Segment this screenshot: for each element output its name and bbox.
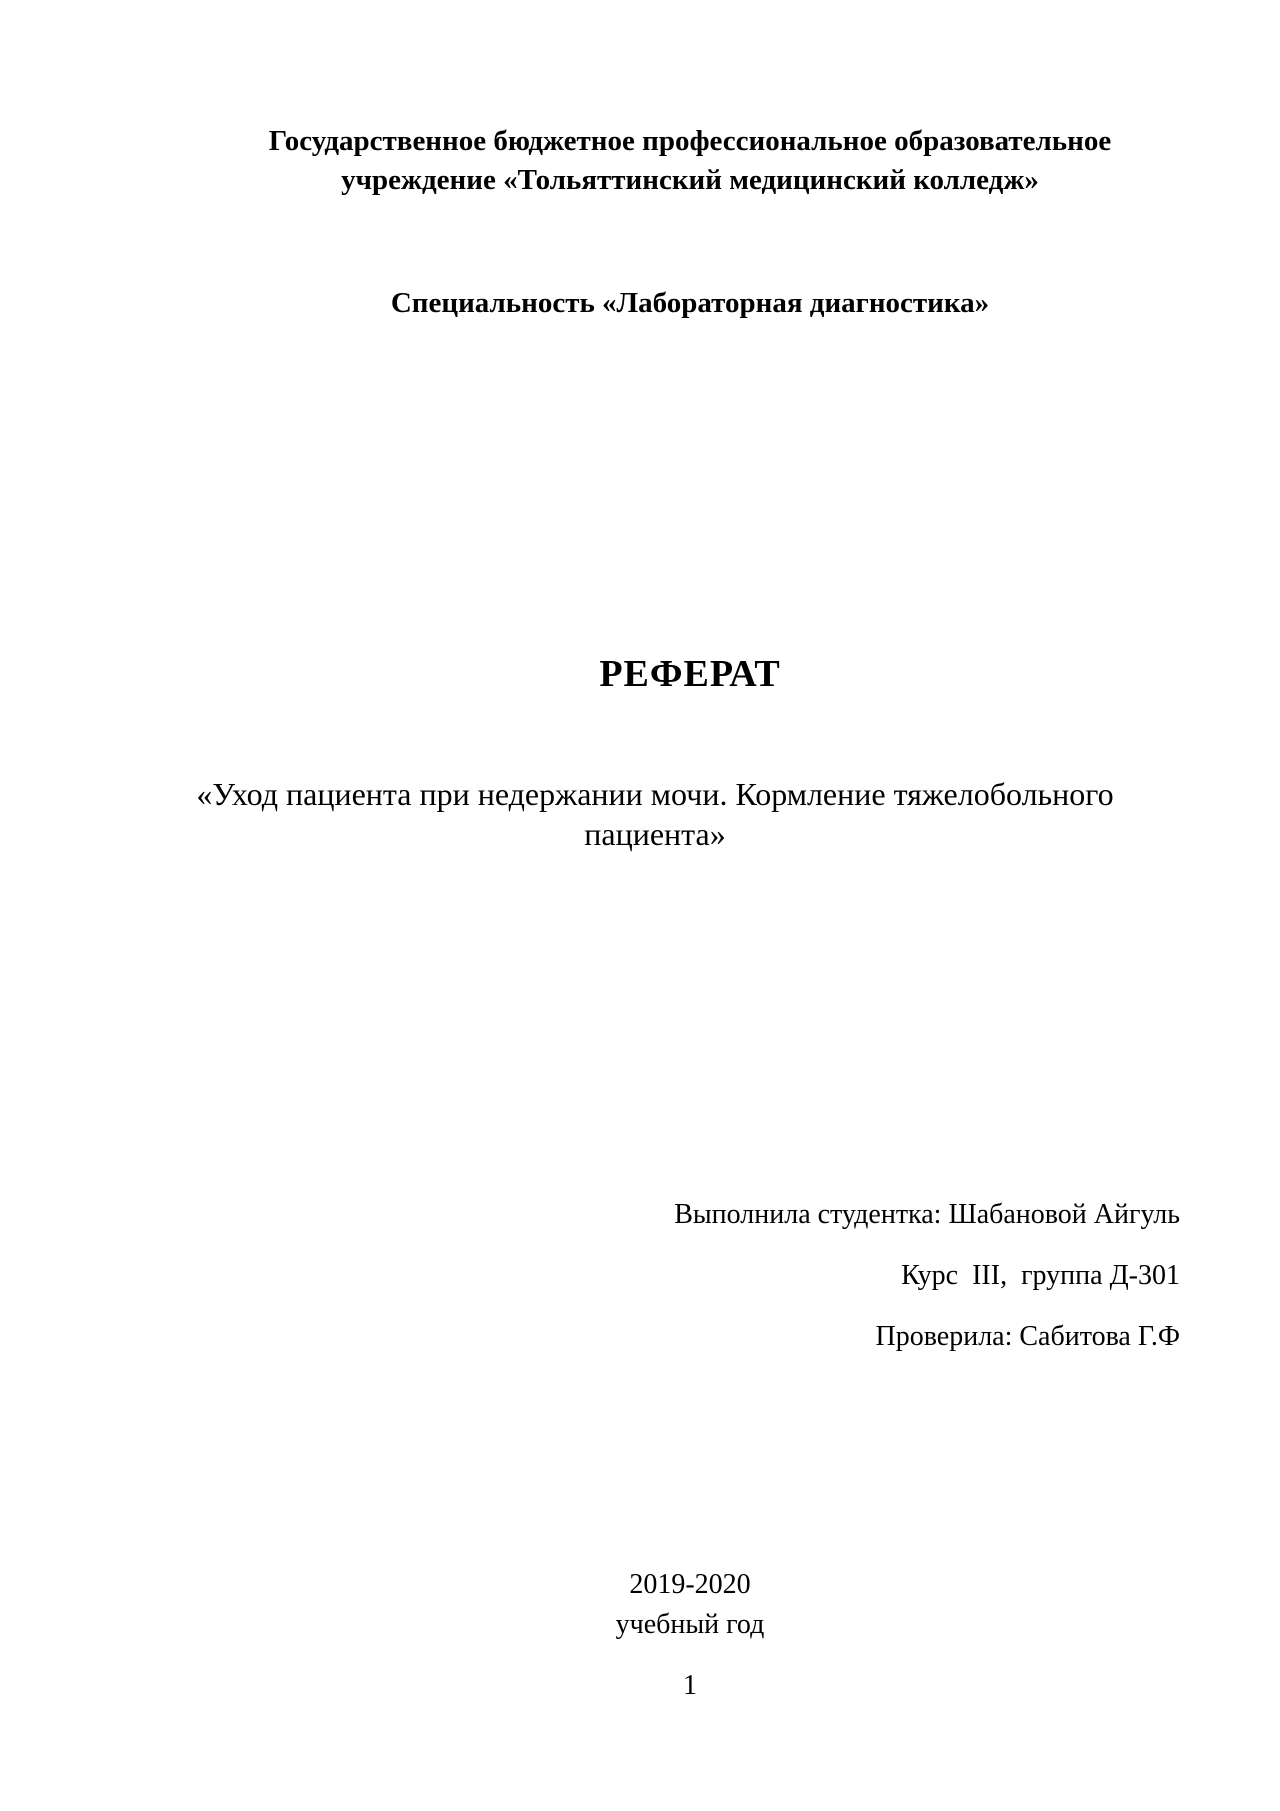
- page-number: 1: [683, 1670, 697, 1701]
- essay-topic: [110, 774, 1200, 854]
- institution-name: [200, 122, 1180, 200]
- essay-topic-line-2: пациента»: [584, 816, 726, 852]
- checked-by: Проверила: Сабитова Г.Ф: [875, 1321, 1180, 1352]
- document-title: РЕФЕРАТ: [599, 653, 781, 695]
- essay-topic-line-1: «Уход пациента при недержании мочи. Кормление тяжелобольного: [196, 776, 1114, 812]
- institution-name-line-2: учреждение «Тольяттинский медицинский колледж»: [341, 164, 1039, 196]
- specialty-heading: Специальность «Лабораторная диагностика»: [390, 287, 990, 319]
- institution-name-line-1: Государственное бюджетное профессиональное образовательное: [268, 125, 1112, 157]
- course-group: Курс III, группа Д-301: [901, 1260, 1180, 1291]
- academic-year-range: 2019-2020: [629, 1569, 751, 1600]
- academic-year: [200, 1565, 1180, 1645]
- academic-year-label: учебный год: [615, 1609, 765, 1640]
- student-name: Выполнила студентка: Шабановой Айгуль: [674, 1199, 1180, 1230]
